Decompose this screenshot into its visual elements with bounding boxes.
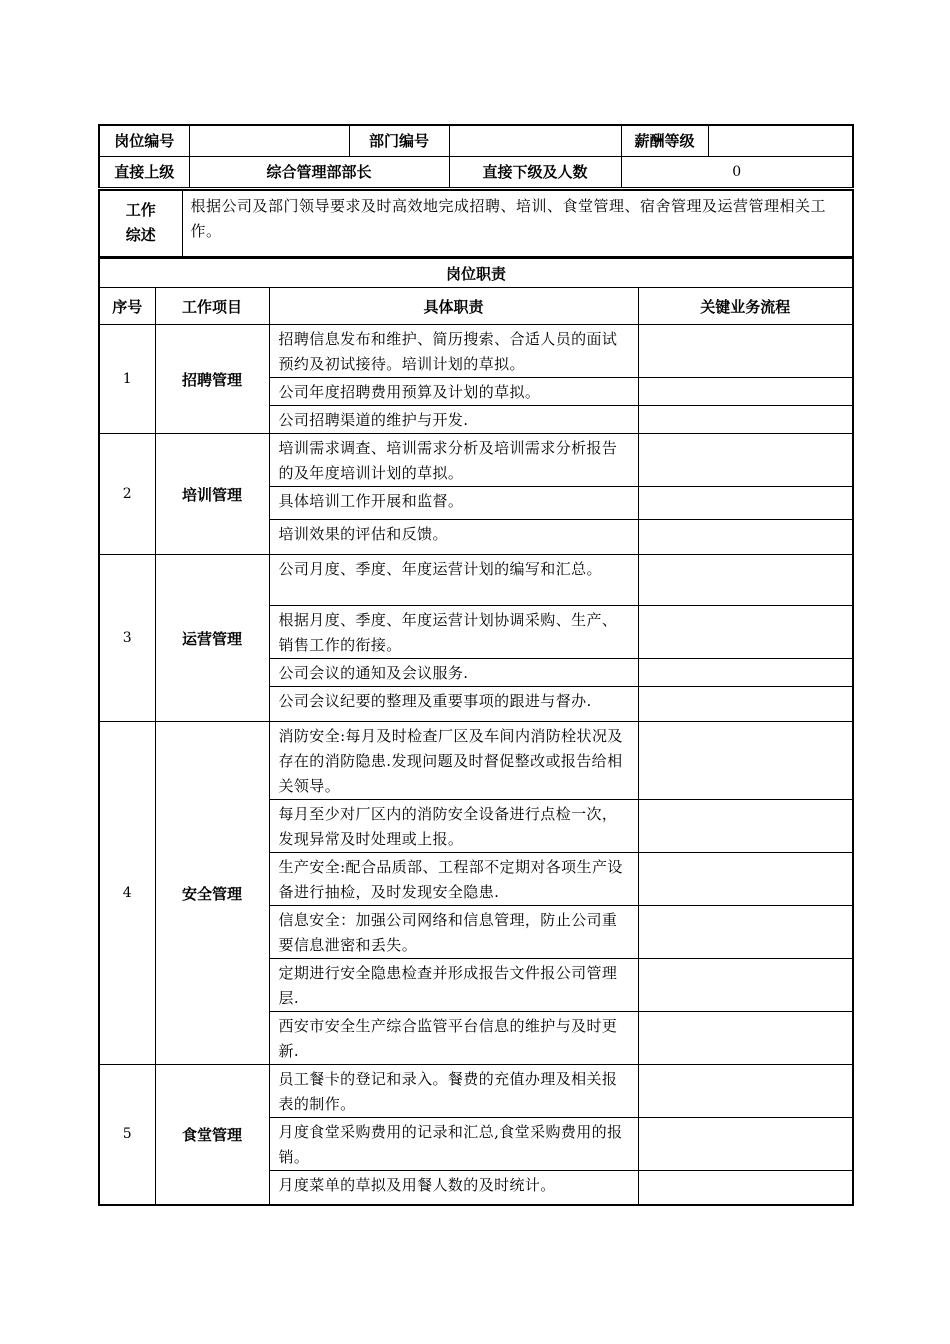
group-item: 培训管理 [155,434,269,555]
col-header-seq: 序号 [99,288,155,325]
process-cell[interactable] [638,1171,853,1205]
process-cell[interactable] [638,1065,853,1118]
duty-text: 西安市安全生产综合监管平台信息的维护与及时更新. [269,1012,638,1065]
duty-text: 公司会议纪要的整理及重要事项的跟进与督办. [269,687,638,722]
process-cell[interactable] [638,434,853,487]
summary-label-line1: 工作 [125,201,156,220]
process-cell[interactable] [638,687,853,722]
group-seq: 4 [99,722,155,1065]
summary-label-line2: 综述 [125,226,156,245]
summary-table [98,190,854,259]
duty-text: 培训效果的评估和反馈。 [269,520,638,555]
process-cell[interactable] [638,520,853,555]
duty-text: 定期进行安全隐患检查并形成报告文件报公司管理层. [269,959,638,1012]
duties-table [98,258,854,1206]
post-no-label: 岗位编号 [99,125,189,156]
duty-text: 每月至少对厂区内的消防安全设备进行点检一次，发现异常及时处理或上报。 [269,800,638,853]
summary-text: 根据公司及部门领导要求及时高效地完成招聘、培训、食堂管理、宿舍管理及运营管理相关工作。 [182,190,853,257]
duties-title: 岗位职责 [99,259,853,288]
process-cell[interactable] [638,959,853,1012]
duty-text: 月度食堂采购费用的记录和汇总,食堂采购费用的报销。 [269,1118,638,1171]
group-item: 食堂管理 [155,1065,269,1205]
group-seq: 2 [99,434,155,555]
process-cell[interactable] [638,853,853,906]
duty-text: 消防安全:每月及时检查厂区及车间内消防栓状况及存在的消防隐患.发现问题及时督促整改或报告给相关领导。 [269,722,638,800]
process-cell[interactable] [638,606,853,659]
group-item: 招聘管理 [155,325,269,434]
group-seq: 3 [99,555,155,722]
col-header-duty: 具体职责 [269,288,638,325]
salary-grade-value[interactable] [708,125,853,156]
col-header-process: 关键业务流程 [638,288,853,325]
duty-text: 生产安全:配合品质部、工程部不定期对各项生产设备进行抽检，及时发现安全隐患. [269,853,638,906]
process-cell[interactable] [638,406,853,434]
group-seq: 1 [99,325,155,434]
duty-text: 招聘信息发布和维护、简历搜索、合适人员的面试预约及初试接待。培训计划的草拟。 [269,325,638,378]
duty-text: 信息安全：加强公司网络和信息管理，防止公司重要信息泄密和丢失。 [269,906,638,959]
group-item: 运营管理 [155,555,269,722]
process-cell[interactable] [638,555,853,606]
group-item: 安全管理 [155,722,269,1065]
process-cell[interactable] [638,487,853,520]
dept-no-value[interactable] [449,125,621,156]
process-cell[interactable] [638,800,853,853]
dept-no-label: 部门编号 [349,125,449,156]
process-cell[interactable] [638,325,853,378]
process-cell[interactable] [638,659,853,687]
subordinates-label: 直接下级及人数 [449,156,621,188]
salary-grade-label: 薪酬等级 [621,125,708,156]
duty-text: 员工餐卡的登记和录入。餐费的充值办理及相关报表的制作。 [269,1065,638,1118]
summary-label [99,190,182,257]
process-cell[interactable] [638,906,853,959]
col-header-item: 工作项目 [155,288,269,325]
superior-label: 直接上级 [99,156,189,188]
process-cell[interactable] [638,1118,853,1171]
duty-text: 培训需求调查、培训需求分析及培训需求分析报告的及年度培训计划的草拟。 [269,434,638,487]
duty-text: 具体培训工作开展和监督。 [269,487,638,520]
duty-text: 公司会议的通知及会议服务. [269,659,638,687]
process-cell[interactable] [638,1012,853,1065]
duty-text: 公司年度招聘费用预算及计划的草拟。 [269,378,638,406]
group-seq: 5 [99,1065,155,1205]
job-description-form [98,124,852,1206]
process-cell[interactable] [638,378,853,406]
duty-text: 公司月度、季度、年度运营计划的编写和汇总。 [269,555,638,606]
duty-text: 公司招聘渠道的维护与开发. [269,406,638,434]
duty-text: 月度菜单的草拟及用餐人数的及时统计。 [269,1171,638,1205]
process-cell[interactable] [638,722,853,800]
subordinates-value: 0 [621,156,853,188]
duty-text: 根据月度、季度、年度运营计划协调采购、生产、销售工作的衔接。 [269,606,638,659]
post-no-value[interactable] [189,125,349,156]
superior-value: 综合管理部部长 [189,156,449,188]
header-table [98,124,854,190]
